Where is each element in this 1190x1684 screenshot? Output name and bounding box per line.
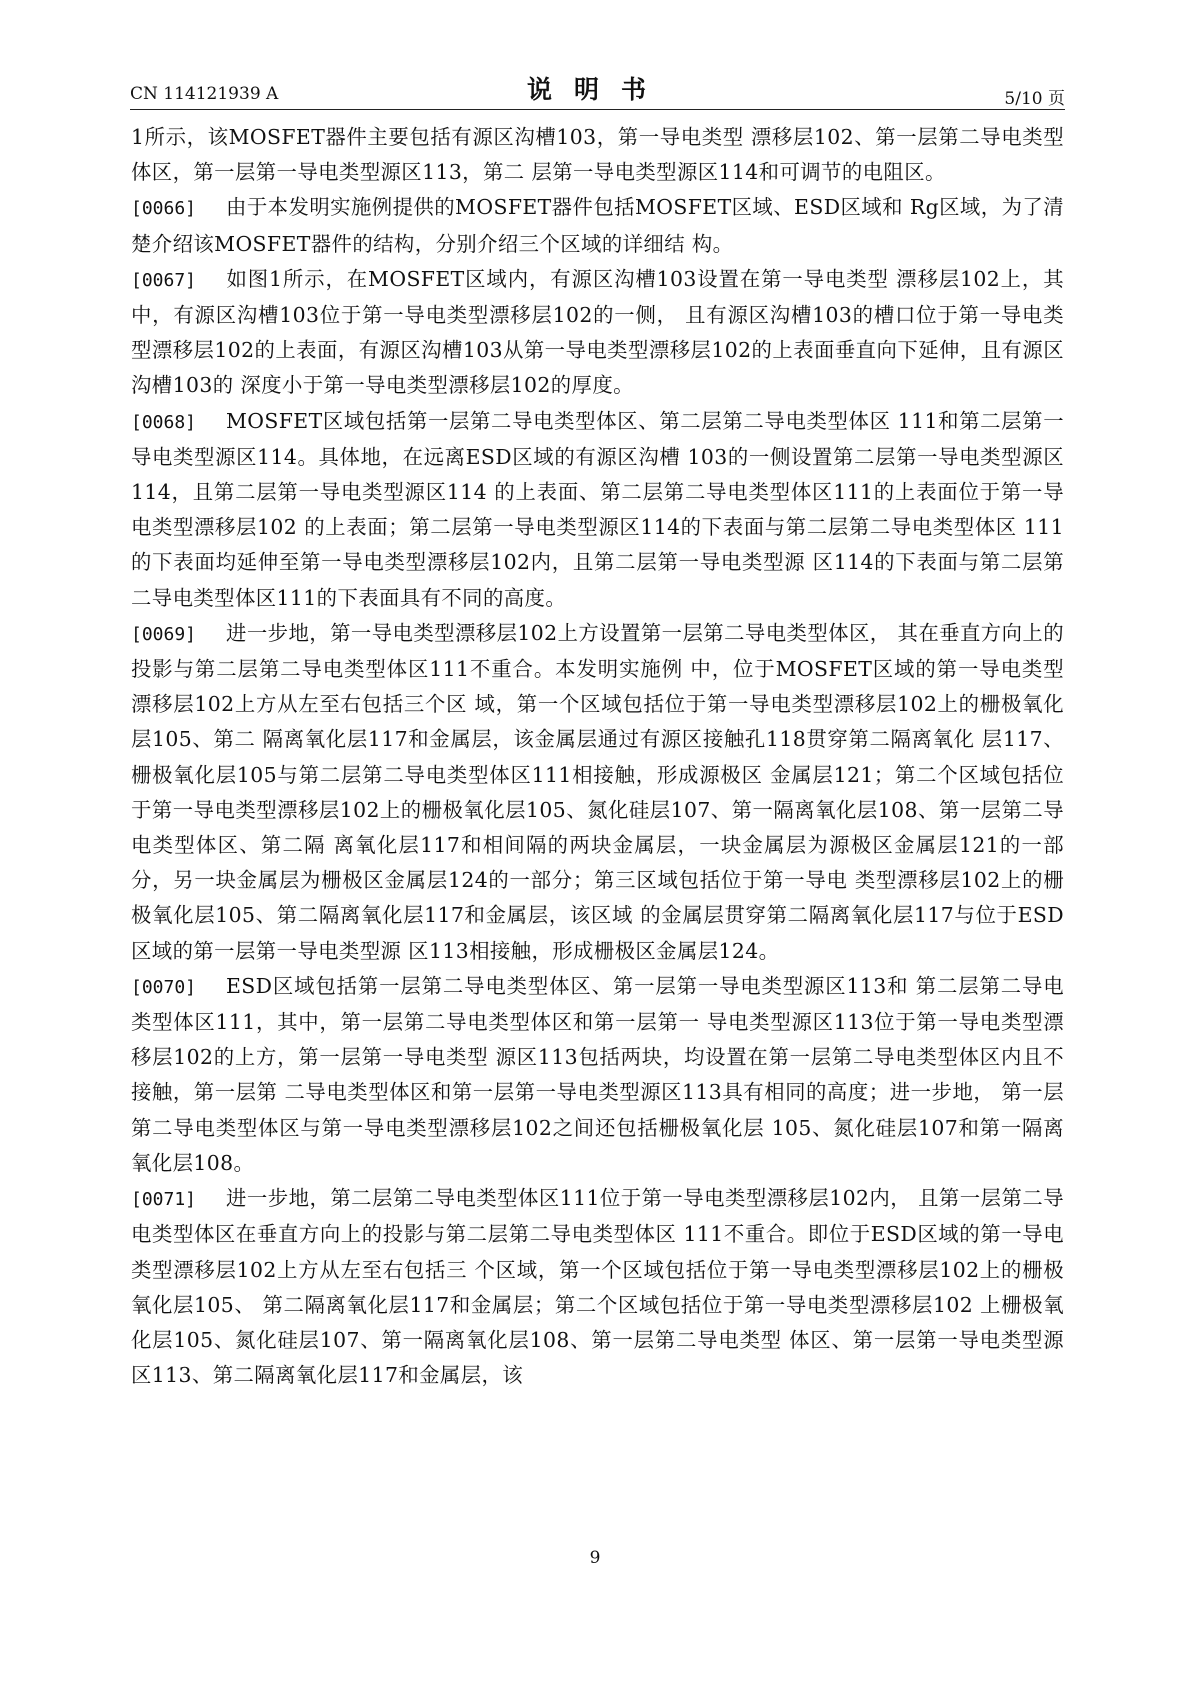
paragraph-text: 进一步地，第一导电类型漂移层102上方设置第一层第二导电类型体区， 其在垂直方向上的投影与第二层第二导电类型体区111不重合。本发明实施例 中，位于MOSFET区域的第一导电类型漂移层102上方从左至右包括三个区 域，第一个区域包括位于第一导电类型漂移层102上的栅极氧化层105、第二 隔离氧化层117和金属层，该金属层通过有源区接触孔118贯穿第二隔离氧化 层117、栅极氧化层105与第二层第二导电类型体区111相接触，形成源极区 金属层121；第二个区域包括位于第一导电类型漂移层102上的栅极氧化层105、氮化硅层107、第一隔离氧化层108、第一层第二导电类型体区、第二隔 离氧化层117和相间隔的两块金属层，一块金属层为源极区金属层121的一部 分，另一块金属层为栅极区金属层124的一部分；第三区域包括位于第一导电 类型漂移层102上的栅极氧化层105、第二隔离氧化层117和金属层，该区域 的金属层贯穿第二隔离氧化层117与位于ESD区域的第一层第一导电类型源 区113相接触，形成栅极区金属层124。 [131, 620, 1064, 963]
paragraph-0066 [131, 190, 1064, 261]
paragraph-0071 [131, 1181, 1064, 1393]
paragraph-number: [0067] [131, 269, 197, 291]
paragraph-0067 [131, 262, 1064, 404]
header-divider [130, 109, 1065, 110]
paragraph-0070 [131, 969, 1064, 1181]
paragraph-text: 1所示，该MOSFET器件主要包括有源区沟槽103，第一导电类型 漂移层102、第一层第二导电类型体区，第一层第一导电类型源区113，第二 层第一导电类型源区114和可调节的电阻区。 [131, 125, 1064, 185]
paragraph-text: 如图1所示，在MOSFET区域内，有源区沟槽103设置在第一导电类型 漂移层102上，其中，有源区沟槽103位于第一导电类型漂移层102的一侧， 且有源区沟槽103的槽口位于第一导电类型漂移层102的上表面，有源区沟槽103从第一导电类型漂移层102的上表面垂直向下延伸，且有源区沟槽103的 深度小于第一导电类型漂移层102的厚度。 [131, 266, 1064, 398]
page-header [130, 70, 1065, 110]
document-title: 说明书 [526, 75, 668, 104]
paragraph-text: 进一步地，第二层第二导电类型体区111位于第一导电类型漂移层102内， 且第一层第二导电类型体区在垂直方向上的投影与第二层第二导电类型体区 111不重合。即位于ESD区域的第一导电类型漂移层102上方从左至右包括三 个区域，第一个区域包括位于第一导电类型漂移层102上的栅极氧化层105、 第二隔离氧化层117和金属层；第二个区域包括位于第一导电类型漂移层102 上栅极氧化层105、氮化硅层107、第一隔离氧化层108、第一层第二导电类型 体区、第一层第一导电类型源区113、第二隔离氧化层117和金属层，该 [131, 1186, 1064, 1388]
publication-number: CN 114121939 A [130, 84, 279, 104]
document-body [131, 120, 1064, 1393]
paragraph-0069 [131, 616, 1064, 969]
paragraph-number: [0069] [131, 623, 197, 645]
page-footer [0, 1548, 1190, 1568]
paragraph-text: MOSFET区域包括第一层第二导电类型体区、第二层第二导电类型体区 111和第二层第一导电类型源区114。具体地，在远离ESD区域的有源区沟槽 103的一侧设置第二层第一导电类型源区114，且第二层第一导电类型源区114 的上表面、第二层第二导电类型体区111的上表面位于第一导电类型漂移层102 的上表面；第二层第一导电类型源区114的下表面与第二层第二导电类型体区 111的下表面均延伸至第一导电类型漂移层102内，且第二层第一导电类型源 区114的下表面与第二层第二导电类型体区111的下表面具有不同的高度。 [131, 408, 1064, 610]
page-number: 9 [589, 1548, 601, 1568]
paragraph-number: [0066] [131, 198, 197, 220]
paragraph-text: ESD区域包括第一层第二导电类型体区、第一层第一导电类型源区113和 第二层第二导电类型体区111，其中，第一层第二导电类型体区和第一层第一 导电类型源区113位于第一导电类型漂移层102的上方，第一层第一导电类型 源区113包括两块，均设置在第一层第二导电类型体区内且不接触，第一层第 二导电类型体区和第一层第一导电类型源区113具有相同的高度；进一步地， 第一层第二导电类型体区与第一导电类型漂移层102之间还包括栅极氧化层 105、氮化硅层107和第一隔离氧化层108。 [131, 973, 1064, 1175]
paragraph-number: [0068] [131, 411, 197, 433]
paragraph-number: [0071] [131, 1189, 197, 1211]
paragraph-text: 由于本发明实施例提供的MOSFET器件包括MOSFET区域、ESD区域和 Rg区域，为了清楚介绍该MOSFET器件的结构，分别介绍三个区域的详细结 构。 [131, 195, 1064, 256]
paragraph-continuation [131, 120, 1064, 190]
paragraph-0068 [131, 404, 1064, 616]
page-indicator: 5/10 页 [1004, 89, 1065, 109]
paragraph-number: [0070] [131, 976, 197, 998]
